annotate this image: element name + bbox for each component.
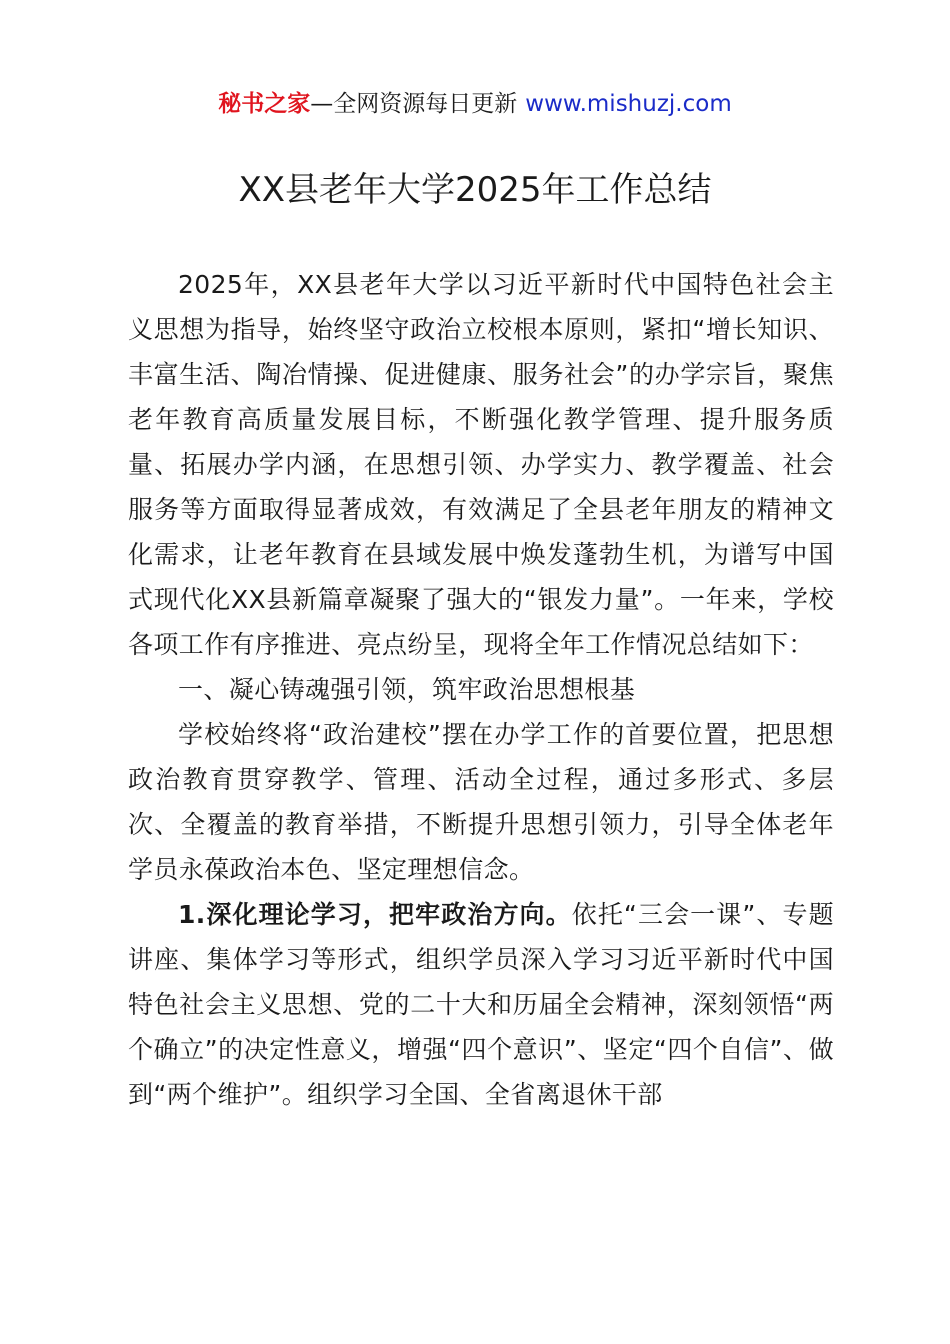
item-lead: 1.深化理论学习，把牢政治方向。 [178, 900, 572, 929]
section-paragraph: 学校始终将“政治建校”摆在办学工作的首要位置，把思想政治教育贯穿教学、管理、活动全过程，通过多形式、多层次、全覆盖的教育举措，不断提升思想引领力，引导全体老年学员永葆政治本色、坚定理想信念。 [128, 720, 834, 884]
document-body [128, 262, 834, 1117]
site-url-link[interactable]: www.mishuzj.com [525, 91, 732, 117]
brand-name: 秘书之家 [218, 91, 311, 117]
item-paragraph [128, 892, 834, 1117]
document-title: XX县老年大学2025年工作总结 [238, 170, 712, 210]
intro-paragraph: 2025年，XX县老年大学以习近平新时代中国特色社会主义思想为指导，始终坚守政治立校根本原则，紧扣“增长知识、丰富生活、陶冶情操、促进健康、服务社会”的办学宗旨，聚焦老年教育高质量发展目标，不断强化教学管理、提升服务质量、拓展办学内涵，在思想引领、办学实力、教学覆盖、社会服务等方面取得显著成效，有效满足了全县老年朋友的精神文化需求，让老年教育在县域发展中焕发蓬勃生机，为谱写中国式现代化XX县新篇章凝聚了强大的“银发力量”。一年来，学校各项工作有序推进、亮点纷呈，现将全年工作情况总结如下： [128, 270, 834, 659]
section-heading: 一、凝心铸魂强引领，筑牢政治思想根基 [178, 675, 636, 704]
site-header [0, 88, 950, 120]
item-body: 依托“三会一课”、专题讲座、集体学习等形式，组织学员深入学习习近平新时代中国特色社会主义思想、党的二十大和历届全会精神，深刻领悟“两个确立”的决定性意义，增强“四个意识”、坚定“四个自信”、做到“两个维护”。组织学习全国、全省离退休干部 [128, 900, 834, 1109]
header-tagline: —全网资源每日更新 [310, 91, 518, 117]
